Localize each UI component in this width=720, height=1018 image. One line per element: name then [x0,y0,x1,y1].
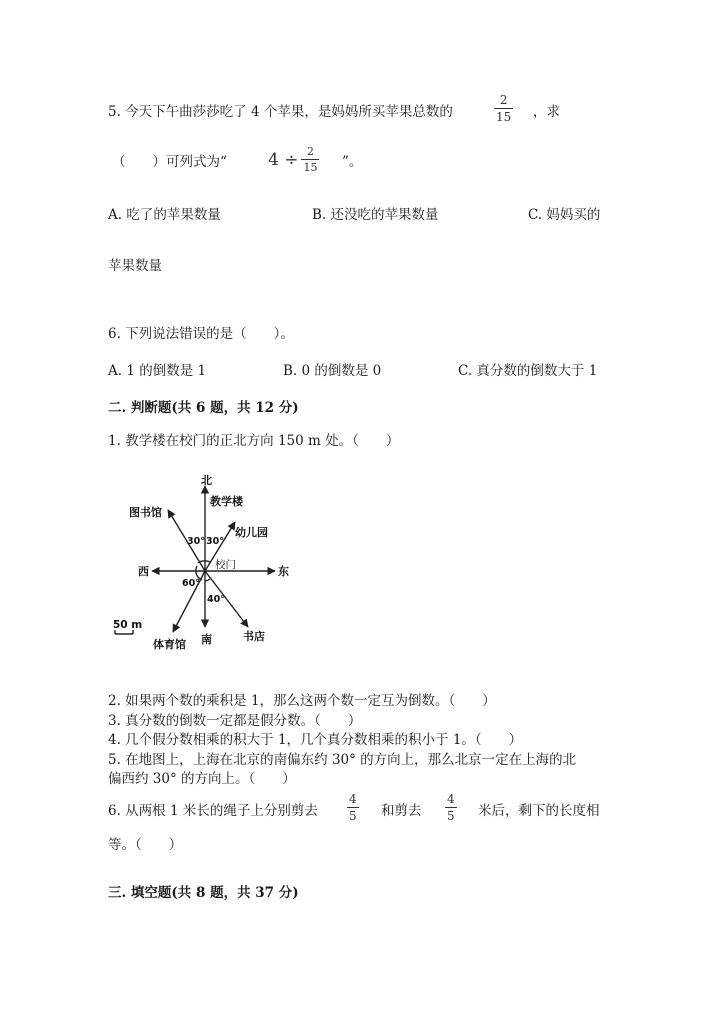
q5-option-c-continued: 苹果数量 [108,258,162,274]
label-bookstore: 书店 [243,630,265,643]
s2-item5-line2: 偏西约 30° 的方向上。（ ） [108,771,296,787]
q5-expr-numerator: 2 [306,145,314,158]
q5-line1: 5. 今天下午曲莎莎吃了 4 个苹果，是妈妈所买苹果总数的 [108,104,453,120]
q6-option-b: B. 0 的倒数是 0 [283,363,382,379]
q5-option-a: A. 吃了的苹果数量 [108,207,221,223]
direction-diagram [105,472,295,654]
q5-expression [268,146,319,173]
label-angle-40: 40° [207,594,225,605]
s2-item6-frac1-denominator: 5 [349,809,357,823]
q5-frac-numerator: 2 [499,93,508,107]
label-angle-60: 60° [182,578,200,589]
label-scale: 50 m [113,619,143,631]
q5-line2-end: ”。 [342,154,363,170]
q5-expr-lead: 4 ÷ [268,149,299,170]
s2-item4: 4. 几个假分数相乘的积大于 1，几个真分数相乘的积小于 1。（ ） [108,732,523,748]
s2-item6-end: 米后，剩下的长度相 [478,803,600,819]
s2-item6-frac1-numerator: 4 [349,792,357,806]
angle-arc-40 [205,579,210,581]
s2-item2: 2. 如果两个数的乘积是 1，那么这两个数一定互为倒数。（ ） [108,693,496,709]
s2-item6-frac2-bar [445,807,457,808]
q6-option-c: C. 真分数的倒数大于 1 [458,363,598,379]
label-gym: 体育馆 [153,638,186,651]
q5-option-c: C. 妈妈买的 [528,207,601,223]
label-school-gate: 校门 [215,559,236,571]
label-angle-30-left: 30° [187,536,205,547]
s2-item6-fraction1 [347,793,359,822]
s2-item3: 3. 真分数的倒数一定都是假分数。（ ） [108,713,362,729]
q5-line2: （ ）可列式为“ [112,154,227,170]
q5-expr-fraction [301,146,319,173]
q5-frac-denominator: 15 [496,110,512,124]
label-kindergarten: 幼儿园 [235,526,268,539]
label-south: 南 [201,633,212,646]
q5-option-b: B. 还没吃的苹果数量 [312,207,439,223]
s2-item6-frac2-numerator: 4 [447,792,455,806]
q5-expr-bar [301,159,319,160]
q6-text: 6. 下列说法错误的是（ ）。 [108,326,294,342]
s2-item6-continued: 等。（ ） [108,837,183,853]
s2-item5-line1: 5. 在地图上，上海在北京的南偏东约 30° 的方向上，那么北京一定在上海的北 [108,752,577,768]
label-east: 东 [278,565,289,578]
q5-expr-denominator: 15 [303,161,318,174]
label-angle-30-right: 30° [206,536,224,547]
section2-title: 二. 判断题(共 6 题，共 12 分) [108,400,299,416]
section3-title: 三. 填空题(共 8 题，共 37 分) [108,885,299,901]
q5-line1-end: ，求 [533,104,560,120]
s2-item6-frac1-bar [347,807,359,808]
s2-item6-mid: 和剪去 [381,803,422,819]
s2-item6-line1: 6. 从两根 1 米长的绳子上分别剪去 [108,803,318,819]
s2-item6-fraction2 [445,793,457,822]
q5-fraction [494,94,513,123]
s2-item1: 1. 教学楼在校门的正北方向 150 m 处。（ ） [108,433,400,449]
label-north: 北 [201,474,212,487]
q5-frac-bar [494,108,513,109]
s2-item6-frac2-denominator: 5 [447,809,455,823]
label-teaching-building: 教学楼 [210,495,243,508]
label-library: 图书馆 [129,506,162,519]
label-west: 西 [138,565,149,578]
q6-option-a: A. 1 的倒数是 1 [108,363,207,379]
